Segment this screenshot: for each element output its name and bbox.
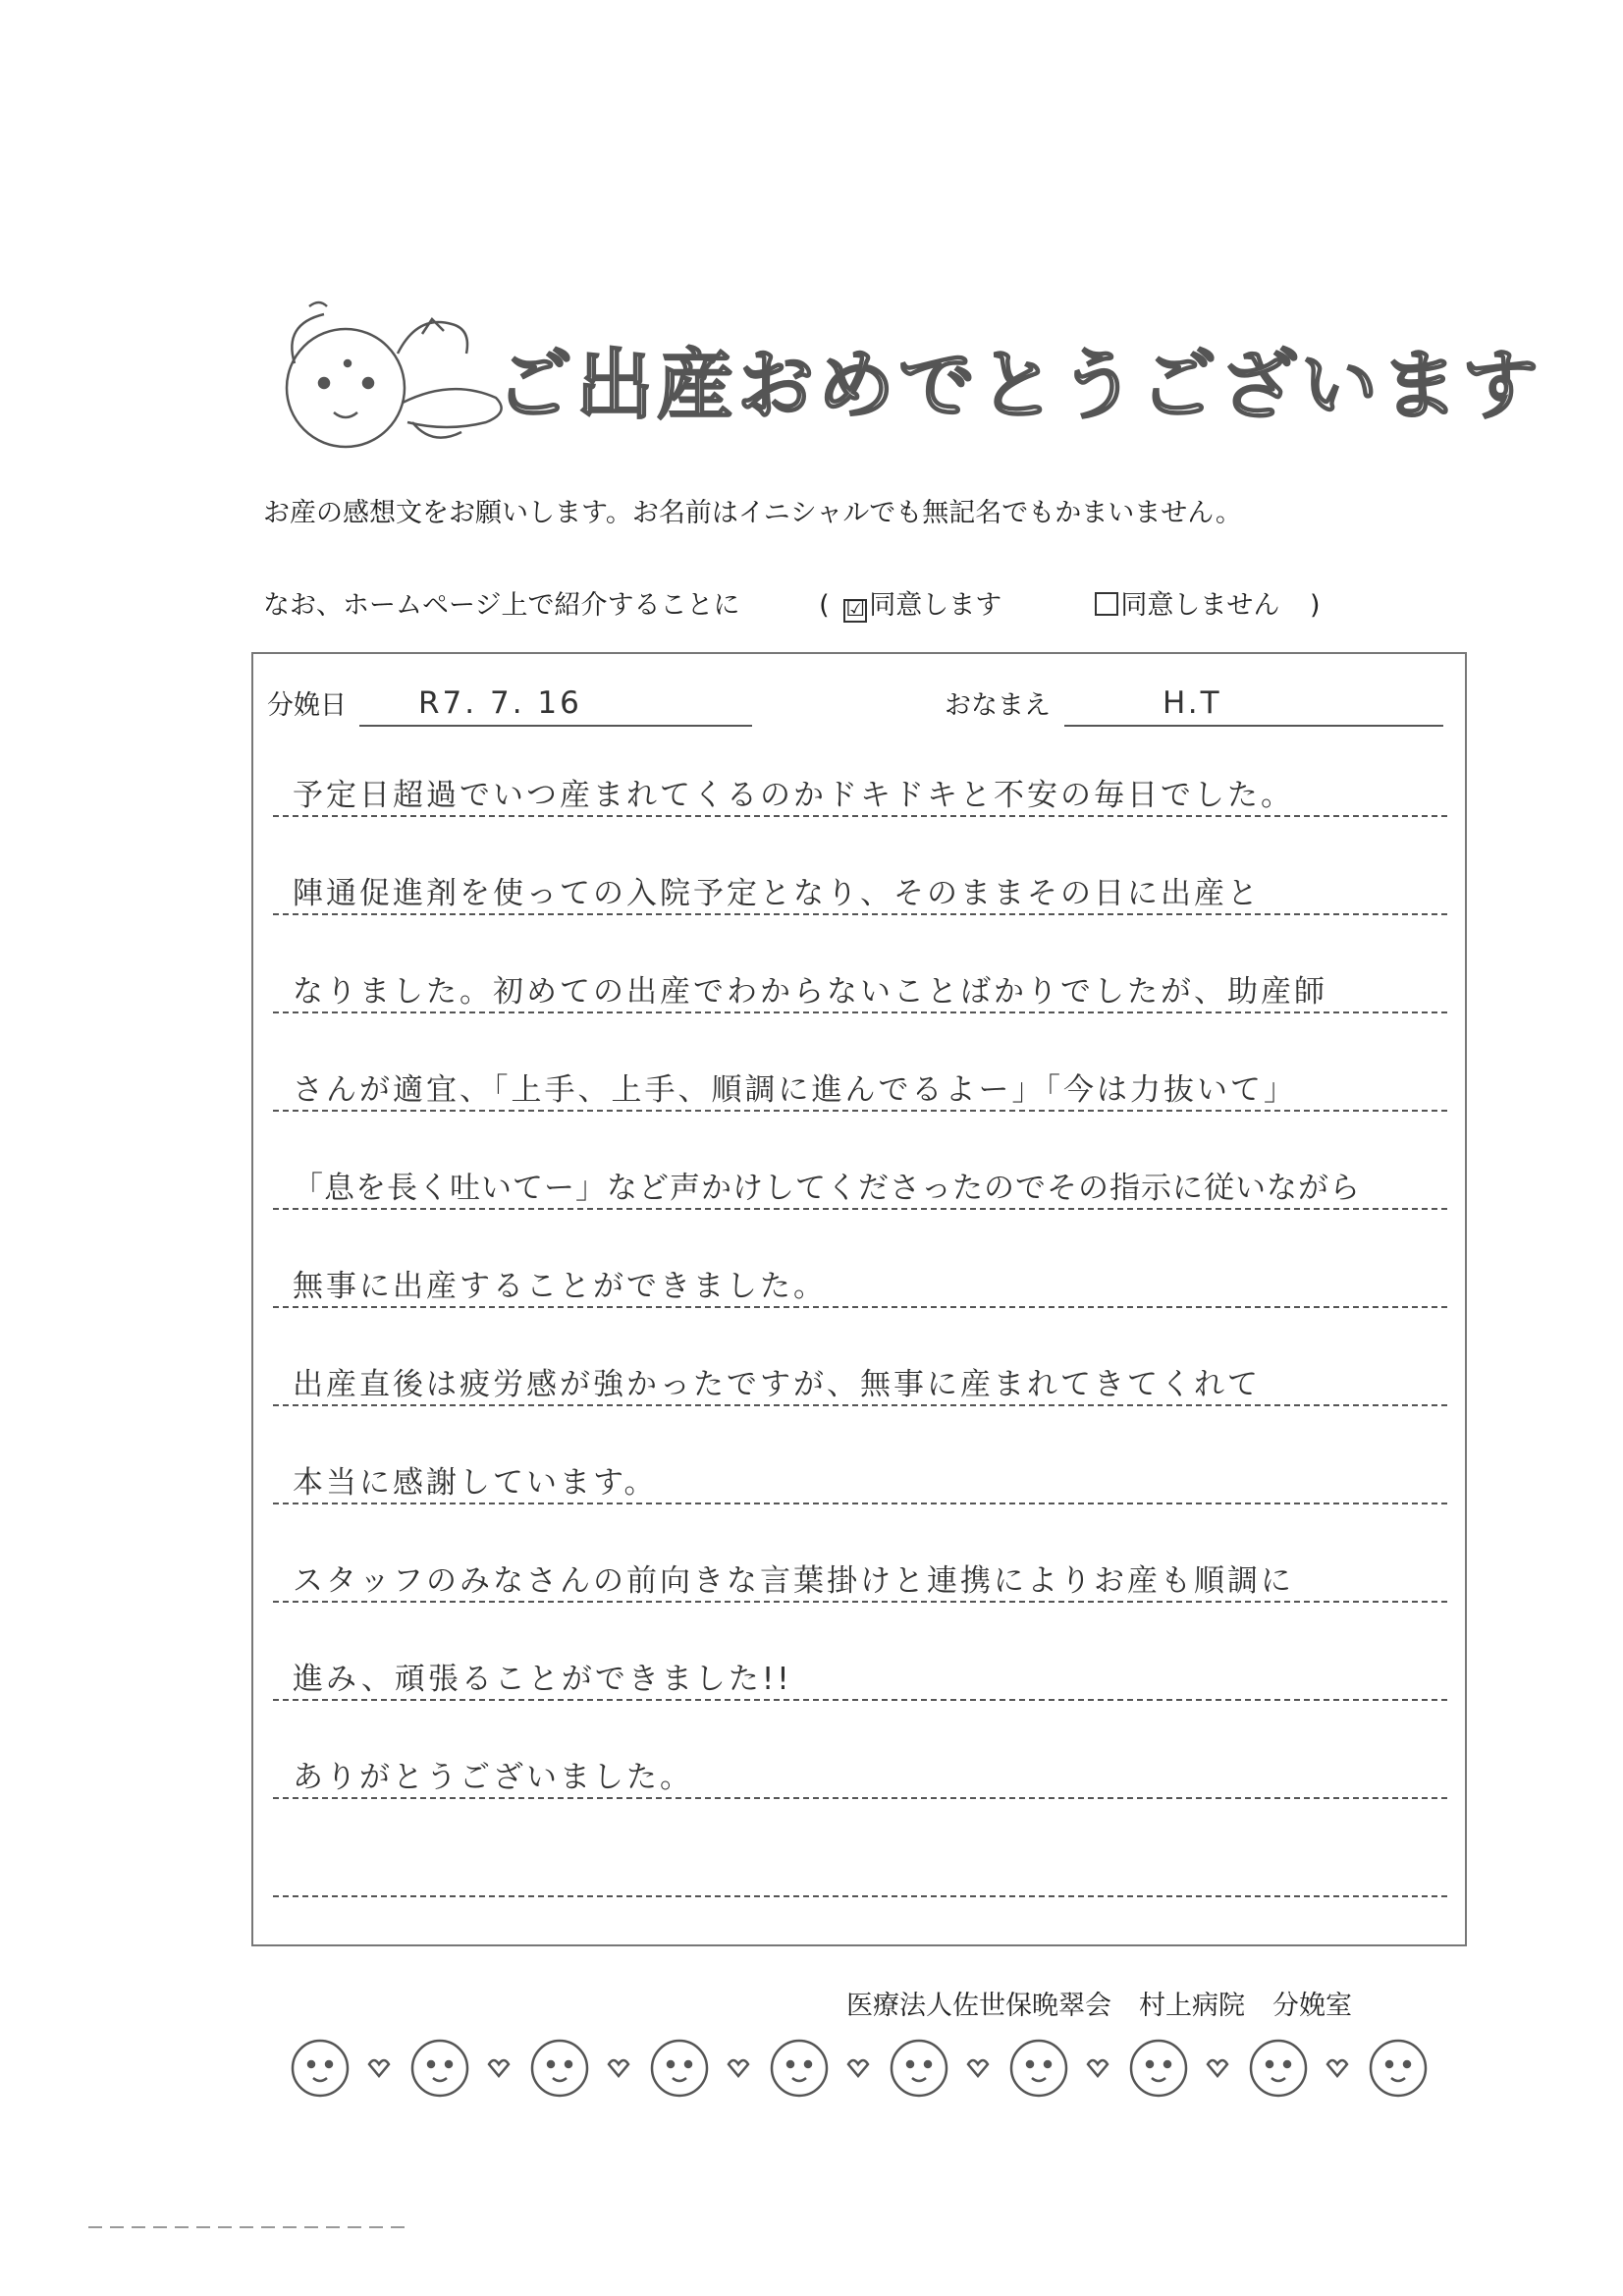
text-line: 本当に感謝しています。 bbox=[293, 1465, 658, 1501]
dashed-rule bbox=[273, 1208, 1447, 1210]
open-paren: ( bbox=[819, 590, 830, 621]
writing-lines bbox=[253, 654, 1465, 1944]
baby-faces-border-icon bbox=[291, 2029, 1449, 2107]
dashed-rule bbox=[273, 1895, 1447, 1897]
text-line: 進み、頑張ることができました!! bbox=[293, 1662, 792, 1697]
org-name: 医療法人佐世保晩翠会 bbox=[846, 1991, 1111, 2021]
dashed-rule bbox=[273, 1601, 1447, 1603]
intro-text: お産の感想文をお願いします。お名前はイニシャルでも無記名でもかまいません。 bbox=[263, 498, 1242, 528]
agree-label: 同意します bbox=[869, 590, 1002, 621]
text-line: 無事に出産することができました。 bbox=[293, 1269, 827, 1304]
close-paren: ) bbox=[1309, 590, 1321, 621]
baby-logo-icon bbox=[265, 295, 520, 462]
text-line: 「息を長く吐いてー」など声かけしてくださったのでその指示に従いながら bbox=[293, 1171, 1361, 1206]
dashed-rule bbox=[273, 1011, 1447, 1013]
hospital-name: 村上病院 bbox=[1139, 1991, 1245, 2021]
text-line: さんが適宜、「上手、上手、順調に進んでるよー」「今は力抜いて」 bbox=[293, 1072, 1297, 1108]
delivery-date-value: R7. 7. 16 bbox=[418, 685, 582, 721]
dashed-rule bbox=[273, 815, 1447, 817]
name-value: H.T bbox=[1163, 685, 1222, 721]
dashed-rule bbox=[273, 1503, 1447, 1504]
text-line: なりました。初めての出産でわからないことばかりでしたが、助産師 bbox=[293, 974, 1327, 1010]
dashed-rule bbox=[273, 1699, 1447, 1701]
department-name: 分娩室 bbox=[1272, 1991, 1352, 2021]
disagree-label: 同意しません bbox=[1120, 590, 1280, 621]
name-label: おなまえ bbox=[945, 690, 1051, 721]
text-line: ありがとうございました。 bbox=[293, 1760, 693, 1795]
dashed-rule bbox=[273, 1797, 1447, 1799]
dashed-rule bbox=[273, 1404, 1447, 1406]
text-line: スタッフのみなさんの前向きな言葉掛けと連携によりお産も順調に bbox=[293, 1563, 1294, 1599]
delivery-date-label: 分娩日 bbox=[267, 690, 347, 721]
text-line: 予定日超過でいつ産まれてくるのかドキドキと不安の毎日でした。 bbox=[293, 778, 1294, 813]
impression-form bbox=[251, 652, 1467, 1946]
dashed-rule bbox=[273, 1306, 1447, 1308]
disagree-checkbox[interactable] bbox=[1095, 592, 1118, 616]
dashed-rule bbox=[273, 913, 1447, 915]
text-line: 陣通促進剤を使っての入院予定となり、そのままその日に出産と bbox=[293, 876, 1261, 911]
consent-prefix: なお、ホームページ上で紹介することに bbox=[263, 590, 740, 621]
page-title: ご出産おめでとうございます bbox=[496, 342, 1543, 430]
consent-row bbox=[263, 583, 1321, 622]
hospital-credit bbox=[846, 1984, 1352, 2022]
text-line: 出産直後は疲労感が強かったですが、無事に産まれてきてくれて bbox=[293, 1367, 1261, 1402]
dashed-rule bbox=[273, 1110, 1447, 1112]
agree-checkbox[interactable]: ☑ bbox=[843, 599, 867, 623]
scan-artifact-line bbox=[88, 2224, 412, 2230]
